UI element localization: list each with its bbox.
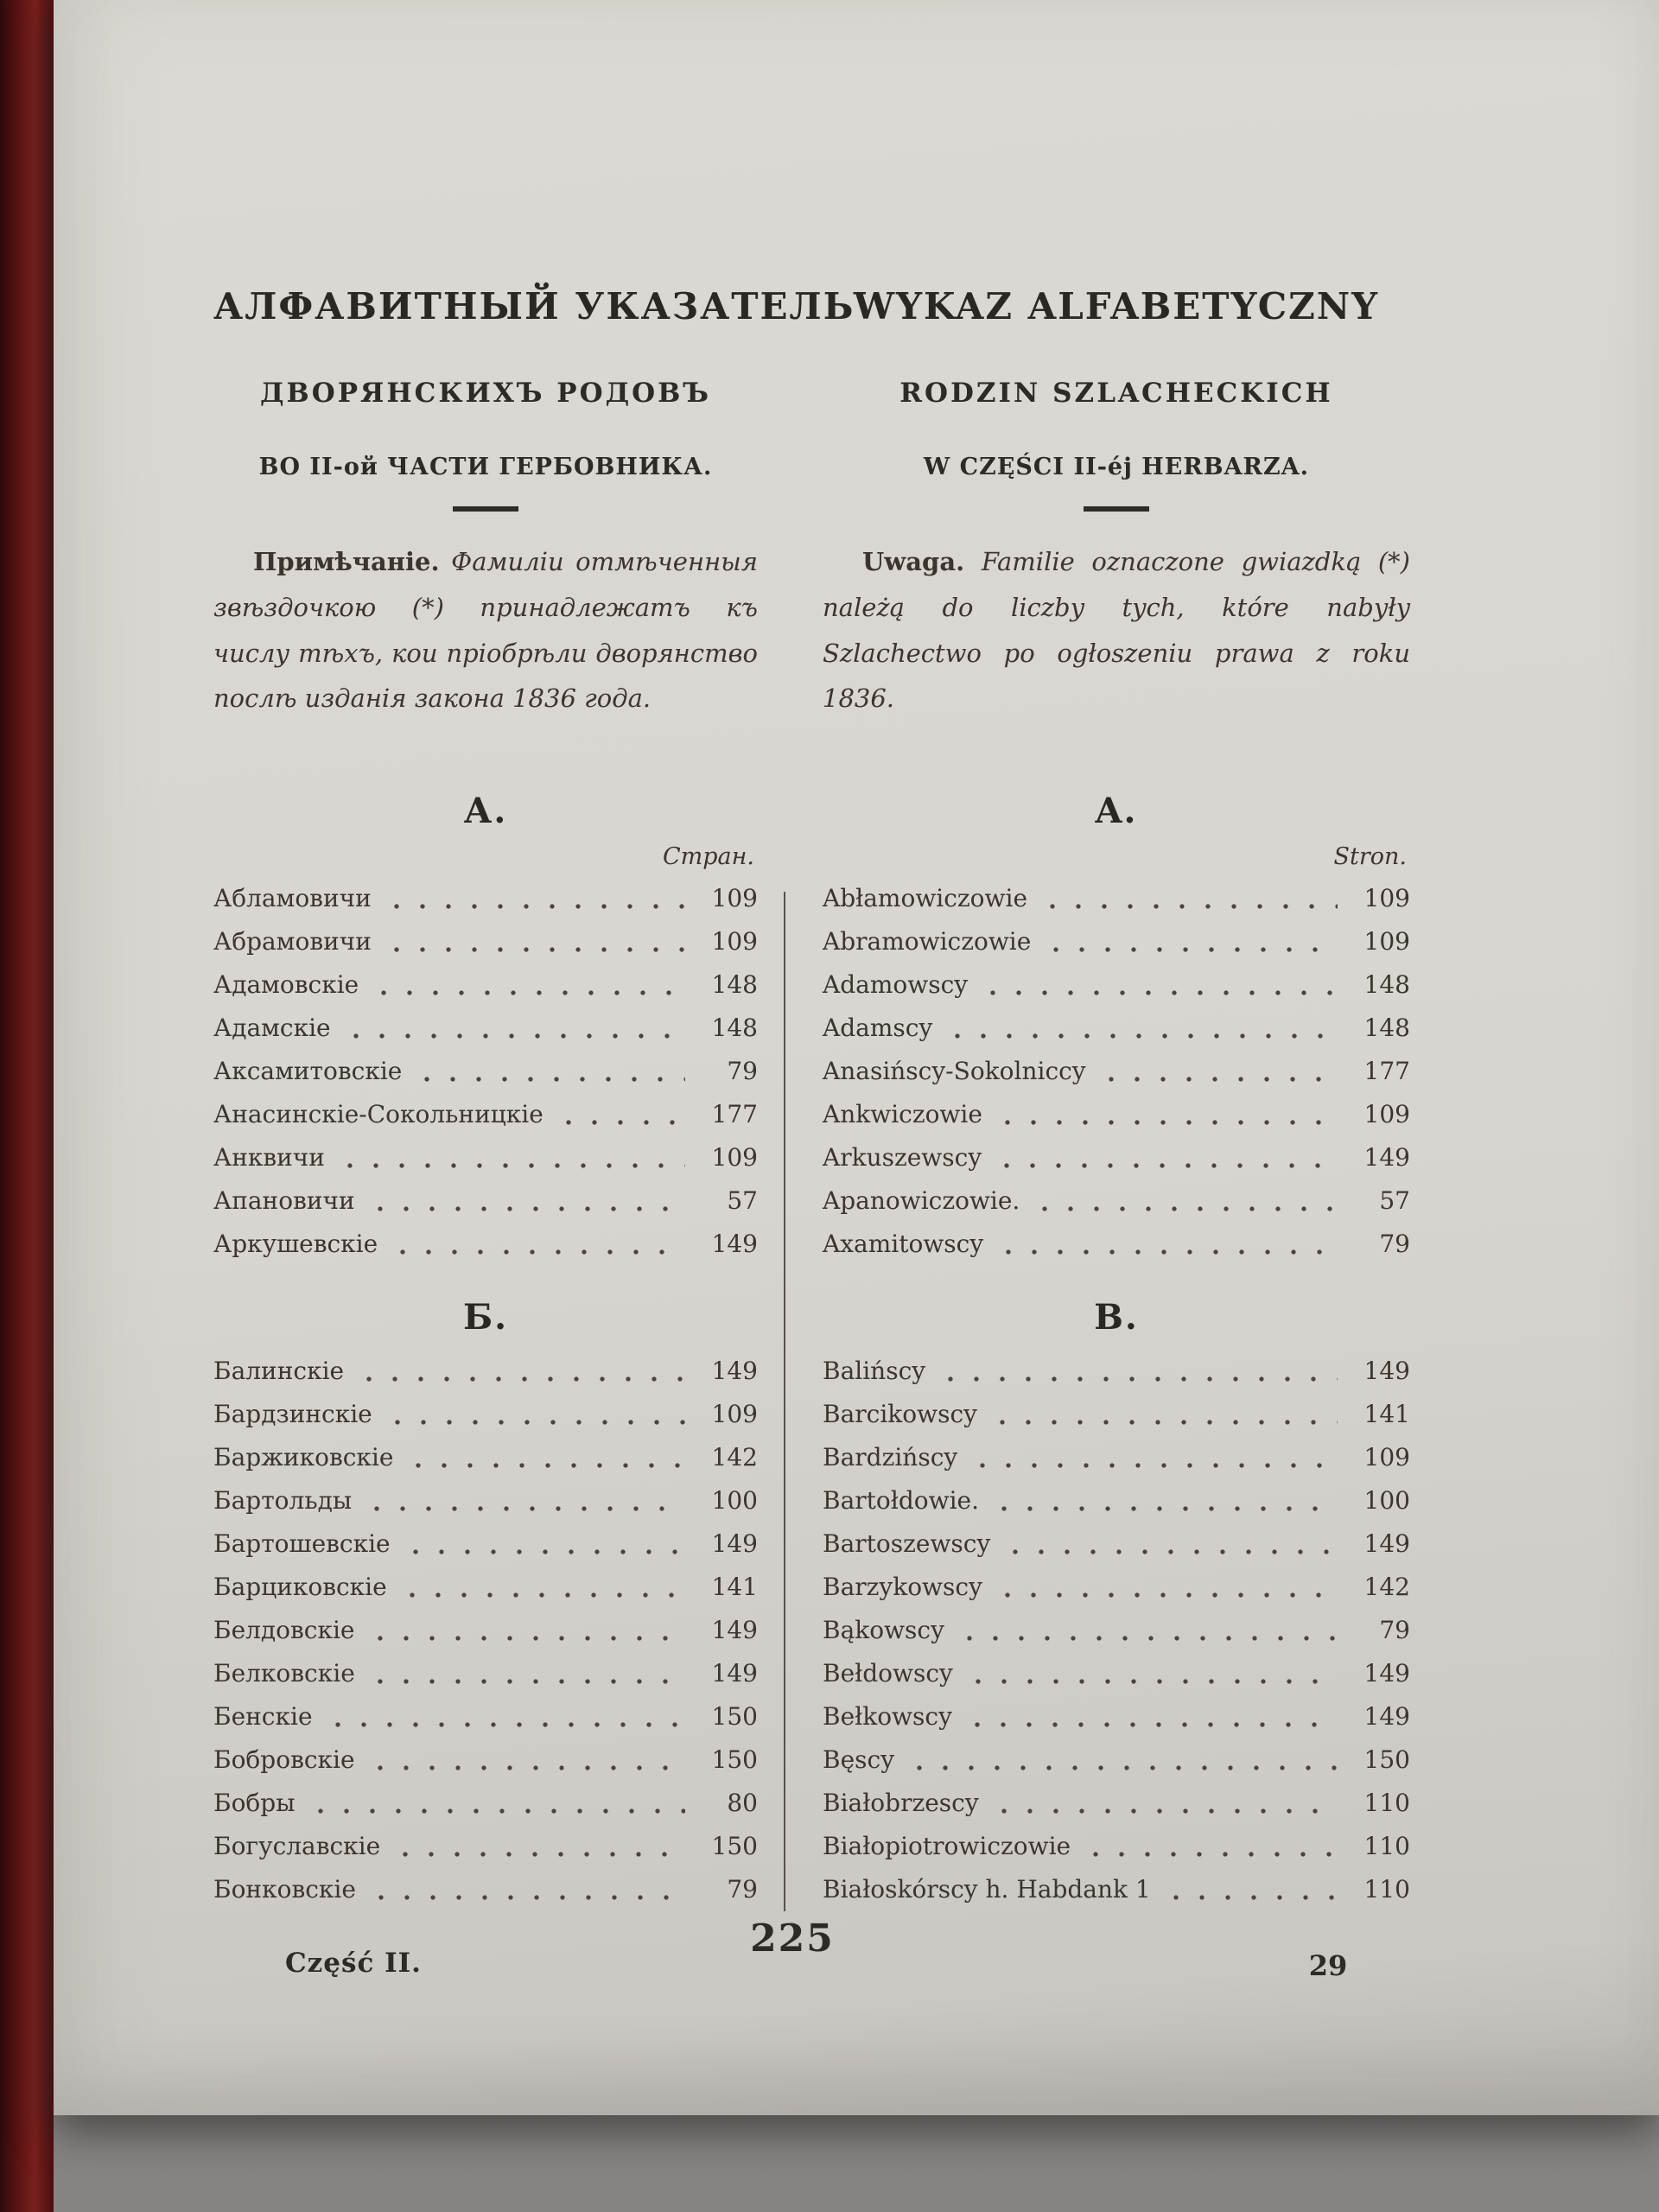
decorative-rule-right (1084, 506, 1149, 512)
dot-leader (356, 1374, 685, 1384)
index-section (823, 1297, 1410, 1911)
dot-leader (906, 1763, 1338, 1773)
family-name: Бенскіе (213, 1702, 313, 1731)
family-name: Arkuszewscy (823, 1143, 982, 1172)
family-name: Бонковскіе (213, 1875, 356, 1904)
page-number: 150 (711, 1702, 758, 1731)
dot-leader (995, 1247, 1338, 1257)
dot-leader (403, 1547, 685, 1557)
family-name: Ankwiczowie (823, 1100, 982, 1128)
index-section (823, 791, 1410, 1266)
page-number: 80 (727, 1789, 758, 1817)
family-name: Adamowscy (823, 970, 969, 999)
index-entry (213, 1050, 758, 1093)
index-entry (823, 1093, 1410, 1136)
family-name: Anasińscy-Sokolniccy (823, 1057, 1086, 1085)
family-name: Abramowiczowie (823, 927, 1032, 956)
note-label-polish: Uwaga. (862, 547, 965, 576)
family-name: Axamitowscy (823, 1230, 984, 1258)
page-number: 150 (1363, 1745, 1410, 1774)
family-name: Балинскіе (213, 1357, 345, 1385)
index-entry (823, 1050, 1410, 1093)
dot-leader (384, 901, 685, 912)
page-number: 79 (727, 1875, 758, 1904)
index-entry (213, 1436, 758, 1479)
page-number: 109 (1363, 1100, 1410, 1128)
dot-leader (399, 1590, 685, 1600)
page-number: 79 (1379, 1230, 1410, 1258)
index-entry (823, 920, 1410, 963)
dot-leader (995, 1117, 1338, 1128)
page-number: 177 (711, 1100, 758, 1128)
dot-leader (989, 1417, 1338, 1427)
family-name: Balińscy (823, 1357, 926, 1385)
page-number: 110 (1363, 1875, 1410, 1904)
dot-leader (414, 1074, 685, 1084)
index-section (213, 791, 758, 1266)
index-entry (823, 877, 1410, 920)
page-number: 110 (1363, 1832, 1410, 1860)
book-page (54, 0, 1659, 2115)
index-entry (213, 1522, 758, 1566)
index-entry (213, 1007, 758, 1050)
index-entry (213, 1479, 758, 1522)
index-entry (823, 1652, 1410, 1695)
index-entry (823, 1393, 1410, 1436)
page-number: 141 (711, 1573, 758, 1601)
part-line-polish: W CZĘŚCI II-éj HERBARZA. (923, 454, 1310, 480)
family-name: Bardzińscy (823, 1443, 958, 1471)
page-number-center: 225 (750, 1916, 835, 1961)
section-letter: A. (1095, 791, 1138, 831)
index-entry (213, 1136, 758, 1179)
family-name: Адамскіе (213, 1014, 331, 1042)
family-name: Бартошевскіе (213, 1529, 391, 1558)
dot-leader (1043, 944, 1338, 955)
index-entry (823, 1738, 1410, 1782)
family-name: Bąkowscy (823, 1616, 944, 1644)
index-entry (823, 1179, 1410, 1223)
dot-leader (1039, 901, 1338, 912)
family-name: Bełdowscy (823, 1659, 953, 1688)
dot-leader (367, 1204, 685, 1214)
family-name: Баржиковскіе (213, 1443, 394, 1471)
page-number: 149 (1363, 1702, 1410, 1731)
family-name: Адамовскіе (213, 970, 359, 999)
dot-leader (994, 1160, 1338, 1171)
section-letter: B. (1094, 1297, 1139, 1338)
dot-leader (969, 1460, 1338, 1471)
part-line-russian: ВО II-ой ЧАСТИ ГЕРБОВНИКА. (258, 454, 713, 480)
family-name: Аксамитовскіе (213, 1057, 403, 1085)
index-entry (213, 1652, 758, 1695)
section-letter: Б. (462, 1297, 509, 1338)
column-header-block-left (213, 285, 855, 791)
dot-leader (385, 1417, 685, 1427)
dot-leader (1163, 1892, 1338, 1903)
index-entry (823, 1223, 1410, 1266)
page-number: 150 (711, 1745, 758, 1774)
index-entry (213, 1179, 758, 1223)
page-number: 149 (1363, 1357, 1410, 1385)
dot-leader (405, 1460, 685, 1471)
page-number: 109 (711, 1143, 758, 1172)
page-number: 149 (711, 1616, 758, 1644)
page-number: 141 (1363, 1400, 1410, 1428)
page-number: 148 (711, 970, 758, 999)
dot-leader (556, 1117, 685, 1128)
page-number: 57 (727, 1186, 758, 1215)
index-entry (823, 1609, 1410, 1652)
page-number: 148 (1363, 970, 1410, 999)
dot-leader (1098, 1074, 1338, 1084)
dot-leader (980, 988, 1338, 998)
index-entry (213, 1695, 758, 1738)
page-number: 109 (1363, 927, 1410, 956)
note-russian (213, 539, 758, 721)
page-number: 149 (1363, 1143, 1410, 1172)
index-entry (823, 1350, 1410, 1393)
family-name: Анасинскіе-Сокольницкіе (213, 1100, 543, 1128)
note-text-polish: Familie oznaczone gwiazdką (*) należą do liczby tych, które nabyły Szlachectwo po ogłoszeniu prawa z roku 1836. (823, 547, 1410, 714)
page-number: 109 (711, 927, 758, 956)
index-entry (213, 1782, 758, 1825)
family-name: Apanowiczowie. (823, 1186, 1020, 1215)
page-number: 79 (727, 1057, 758, 1085)
index-entry (823, 1007, 1410, 1050)
family-name: Białopiotrowiczowie (823, 1832, 1071, 1860)
note-polish (823, 539, 1410, 721)
page-column-header: Стран. (662, 843, 754, 870)
dot-leader (991, 1503, 1338, 1514)
family-name: Bęscy (823, 1745, 895, 1774)
family-name: Абрамовичи (213, 927, 372, 956)
dot-leader (1083, 1849, 1338, 1859)
page-number: 110 (1363, 1789, 1410, 1817)
page-number: 149 (1363, 1529, 1410, 1558)
dot-leader (343, 1031, 685, 1041)
page-number: 100 (711, 1486, 758, 1515)
index-entry (823, 1522, 1410, 1566)
page-number: 177 (1363, 1057, 1410, 1085)
dot-leader (965, 1676, 1338, 1687)
dot-leader (325, 1719, 685, 1730)
dot-leader (371, 988, 685, 998)
column-right (823, 285, 1410, 1911)
index-entry (213, 1868, 758, 1911)
family-name: Аркушевскіе (213, 1230, 378, 1258)
sheet-number: 29 (1308, 1949, 1348, 1982)
family-name: Bełkowscy (823, 1702, 952, 1731)
family-name: Белдовскіе (213, 1616, 355, 1644)
decorative-rule-left (453, 506, 518, 512)
page-number: 57 (1379, 1186, 1410, 1215)
family-name: Białoskórscy h. Habdank 1 (823, 1875, 1151, 1904)
page-number: 79 (1379, 1616, 1410, 1644)
dot-leader (392, 1849, 685, 1859)
family-name: Апановичи (213, 1186, 355, 1215)
dot-leader (1002, 1547, 1338, 1557)
note-text-russian: Фамиліи отмѣченныя звѣздочкою (*) принадлежатъ къ числу тѣхъ, кои пріобрѣли дворянство послѣ изданія закона 1836 года. (213, 547, 758, 714)
index-entry (213, 963, 758, 1007)
column-divider (784, 892, 785, 1911)
index-entry (823, 1825, 1410, 1868)
index-entry (213, 1093, 758, 1136)
index-entry (823, 963, 1410, 1007)
family-name: Białobrzescy (823, 1789, 979, 1817)
dot-leader (384, 944, 685, 955)
page-number: 149 (1363, 1659, 1410, 1688)
index-entry (823, 1479, 1410, 1522)
dot-leader (367, 1676, 685, 1687)
dot-leader (364, 1503, 685, 1514)
family-name: Богуславскіе (213, 1832, 381, 1860)
family-name: Бобры (213, 1789, 296, 1817)
dot-leader (957, 1633, 1338, 1643)
family-name: Bartołdowie. (823, 1486, 980, 1515)
dot-leader (390, 1247, 685, 1257)
index-entry (823, 1868, 1410, 1911)
page-number: 142 (711, 1443, 758, 1471)
dot-leader (964, 1719, 1338, 1730)
page-number: 109 (711, 884, 758, 912)
index-entry (823, 1436, 1410, 1479)
dot-leader (995, 1590, 1338, 1600)
dot-leader (367, 1763, 685, 1773)
index-entry (823, 1695, 1410, 1738)
index-entry (823, 1782, 1410, 1825)
page-number: 109 (1363, 884, 1410, 912)
column-left (213, 285, 855, 1911)
family-name: Бартольды (213, 1486, 353, 1515)
family-name: Белковскіе (213, 1659, 355, 1688)
family-name: Adamscy (823, 1014, 933, 1042)
page-number: 149 (711, 1529, 758, 1558)
family-name: Анквичи (213, 1143, 325, 1172)
family-name: Бобровскіе (213, 1745, 355, 1774)
part-footer-label: Część II. (285, 1948, 422, 1979)
index-section (213, 1297, 758, 1911)
family-name: Бардзинскіе (213, 1400, 372, 1428)
dot-leader (308, 1806, 686, 1816)
index-entry (213, 1825, 758, 1868)
dot-leader (337, 1160, 685, 1171)
index-entry (213, 1223, 758, 1266)
index-entry (213, 877, 758, 920)
index-entry (213, 1393, 758, 1436)
book-spine (0, 0, 54, 2212)
index-subtitle-russian: ДВОРЯНСКИХЪ РОДОВЪ (259, 378, 712, 409)
family-name: Bartoszewscy (823, 1529, 991, 1558)
dot-leader (938, 1374, 1338, 1384)
index-entry (213, 1566, 758, 1609)
page-number: 148 (1363, 1014, 1410, 1042)
index-entry (213, 1738, 758, 1782)
dot-leader (944, 1031, 1338, 1041)
sections-right (823, 791, 1410, 1911)
page-column-header: Stron. (1333, 843, 1407, 870)
note-label-russian: Примѣчаніе. (253, 547, 440, 576)
page-number: 109 (1363, 1443, 1410, 1471)
page-number: 142 (1363, 1573, 1410, 1601)
index-entry (823, 1136, 1410, 1179)
family-name: Barcikowscy (823, 1400, 977, 1428)
dot-leader (368, 1892, 685, 1903)
family-name: Абламовичи (213, 884, 372, 912)
index-entry (213, 1609, 758, 1652)
index-subtitle-polish: RODZIN SZLACHECKICH (899, 378, 1333, 409)
page-number: 149 (711, 1659, 758, 1688)
index-title-russian: АЛФАВИТНЫЙ УКАЗАТЕЛЬ (213, 285, 855, 327)
family-name: Барциковскіе (213, 1573, 387, 1601)
dot-leader (1032, 1204, 1338, 1214)
page-number: 149 (711, 1357, 758, 1385)
page-number: 109 (711, 1400, 758, 1428)
section-letter: А. (463, 791, 508, 831)
index-entry (213, 920, 758, 963)
index-entry (213, 1350, 758, 1393)
index-entry (823, 1566, 1410, 1609)
dot-leader (367, 1633, 685, 1643)
page-number: 150 (711, 1832, 758, 1860)
column-header-block-right (823, 285, 1410, 791)
sections-left (213, 791, 758, 1911)
page-number: 100 (1363, 1486, 1410, 1515)
page-number: 149 (711, 1230, 758, 1258)
family-name: Abłamowiczowie (823, 884, 1028, 912)
family-name: Barzykowscy (823, 1573, 982, 1601)
page-number: 148 (711, 1014, 758, 1042)
index-title-polish: WYKAZ ALFABETYCZNY (853, 285, 1380, 327)
dot-leader (991, 1806, 1338, 1816)
